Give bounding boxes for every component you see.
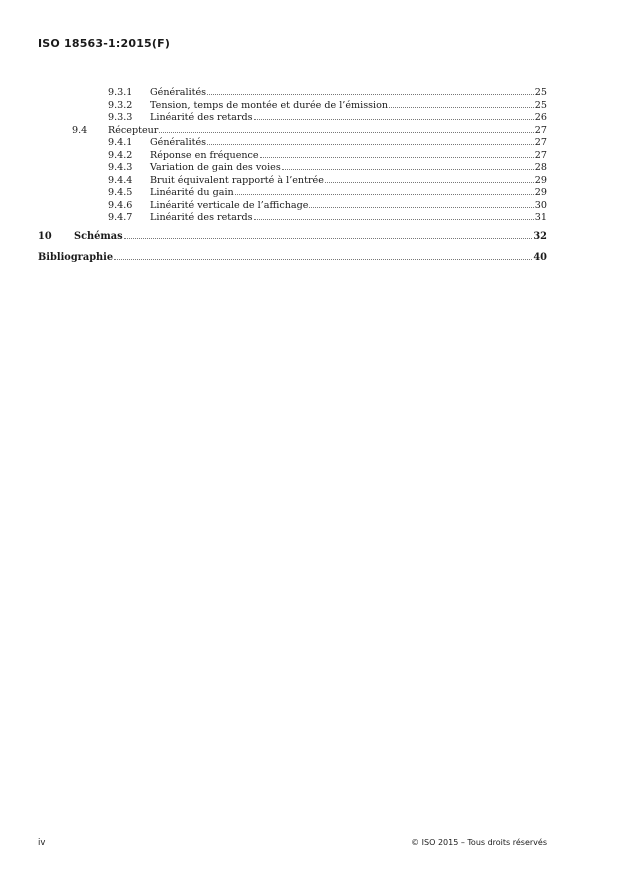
dot-leader	[124, 238, 533, 239]
toc-entry-number: 9.4.4	[108, 174, 133, 186]
toc-entry[interactable]	[38, 87, 547, 100]
dot-leader	[159, 132, 533, 133]
toc-entry-title: Variation de gain des voies	[150, 162, 281, 173]
toc-entry[interactable]	[38, 137, 547, 150]
toc-entry-number: 9.3.3	[108, 112, 133, 123]
toc-entry[interactable]	[38, 175, 547, 188]
toc-entry-title: Réponse en fréquence	[150, 149, 259, 161]
toc-entry-number: 9.4.3	[108, 162, 133, 173]
page-number: iv	[38, 838, 46, 848]
dot-leader	[325, 182, 534, 183]
toc-entry-title: Linéarité verticale de l’affichage	[150, 199, 309, 211]
toc-entry-title: Généralités	[150, 87, 207, 98]
dot-leader	[309, 207, 533, 208]
dot-leader	[389, 107, 534, 108]
toc-entry-title: Bruit équivalent rapporté à l’entrée	[150, 174, 324, 186]
dot-leader	[235, 194, 534, 195]
toc-entry[interactable]	[38, 162, 547, 175]
toc-entry[interactable]	[38, 100, 547, 113]
toc-entry-number: 9.4.2	[108, 149, 133, 161]
toc-entry-page: 25	[534, 99, 547, 111]
toc-entry[interactable]	[38, 112, 547, 125]
toc-entry-bibliography[interactable]	[38, 251, 547, 264]
toc-entry-number: 10	[38, 230, 52, 242]
toc-entry[interactable]	[38, 187, 547, 200]
toc-entry-page: 40	[533, 251, 547, 263]
dot-leader	[114, 259, 532, 260]
toc-entry-title: Récepteur	[108, 124, 159, 136]
toc-entry-page: 25	[534, 87, 547, 98]
toc-entry-page: 29	[534, 174, 547, 186]
toc-entry-page: 27	[534, 124, 547, 136]
toc-entry-number: 9.4	[72, 124, 88, 136]
toc-entry-page: 32	[533, 230, 547, 242]
dot-leader	[282, 169, 534, 170]
toc-entry[interactable]	[38, 150, 547, 163]
toc-entry-title: Schémas	[74, 230, 123, 242]
dot-leader	[254, 219, 534, 220]
toc-entry-title: Linéarité des retards	[150, 212, 253, 223]
toc-entry-page: 29	[534, 187, 547, 198]
toc-entry-page: 31	[534, 212, 547, 223]
toc-entry-number: 9.4.6	[108, 199, 133, 211]
toc-entry-number: 9.3.1	[108, 87, 133, 98]
toc-entry-title: Bibliographie	[38, 251, 114, 263]
table-of-contents	[38, 87, 547, 264]
toc-entry-page: 30	[534, 199, 547, 211]
toc-entry-title: Linéarité du gain	[150, 187, 234, 198]
copyright-notice: © ISO 2015 – Tous droits réservés	[411, 838, 547, 847]
document-header: ISO 18563-1:2015(F)	[38, 37, 171, 50]
toc-entry-title: Généralités	[150, 137, 207, 148]
toc-entry[interactable]	[38, 212, 547, 225]
dot-leader	[207, 144, 534, 145]
toc-entry-page: 27	[534, 137, 547, 148]
toc-entry[interactable]	[38, 200, 547, 213]
toc-entry-chapter[interactable]	[38, 230, 547, 243]
toc-entry[interactable]	[38, 125, 547, 138]
toc-entry-title: Linéarité des retards	[150, 112, 253, 123]
dot-leader	[254, 119, 534, 120]
toc-entry-number: 9.4.1	[108, 137, 133, 148]
toc-entry-page: 26	[534, 112, 547, 123]
toc-entry-page: 28	[534, 162, 547, 173]
toc-entry-number: 9.3.2	[108, 99, 133, 111]
toc-entry-number: 9.4.7	[108, 212, 133, 223]
dot-leader	[260, 157, 534, 158]
toc-entry-title: Tension, temps de montée et durée de l’émission	[150, 99, 389, 111]
toc-entry-page: 27	[534, 149, 547, 161]
toc-entry-number: 9.4.5	[108, 187, 133, 198]
dot-leader	[207, 94, 534, 95]
